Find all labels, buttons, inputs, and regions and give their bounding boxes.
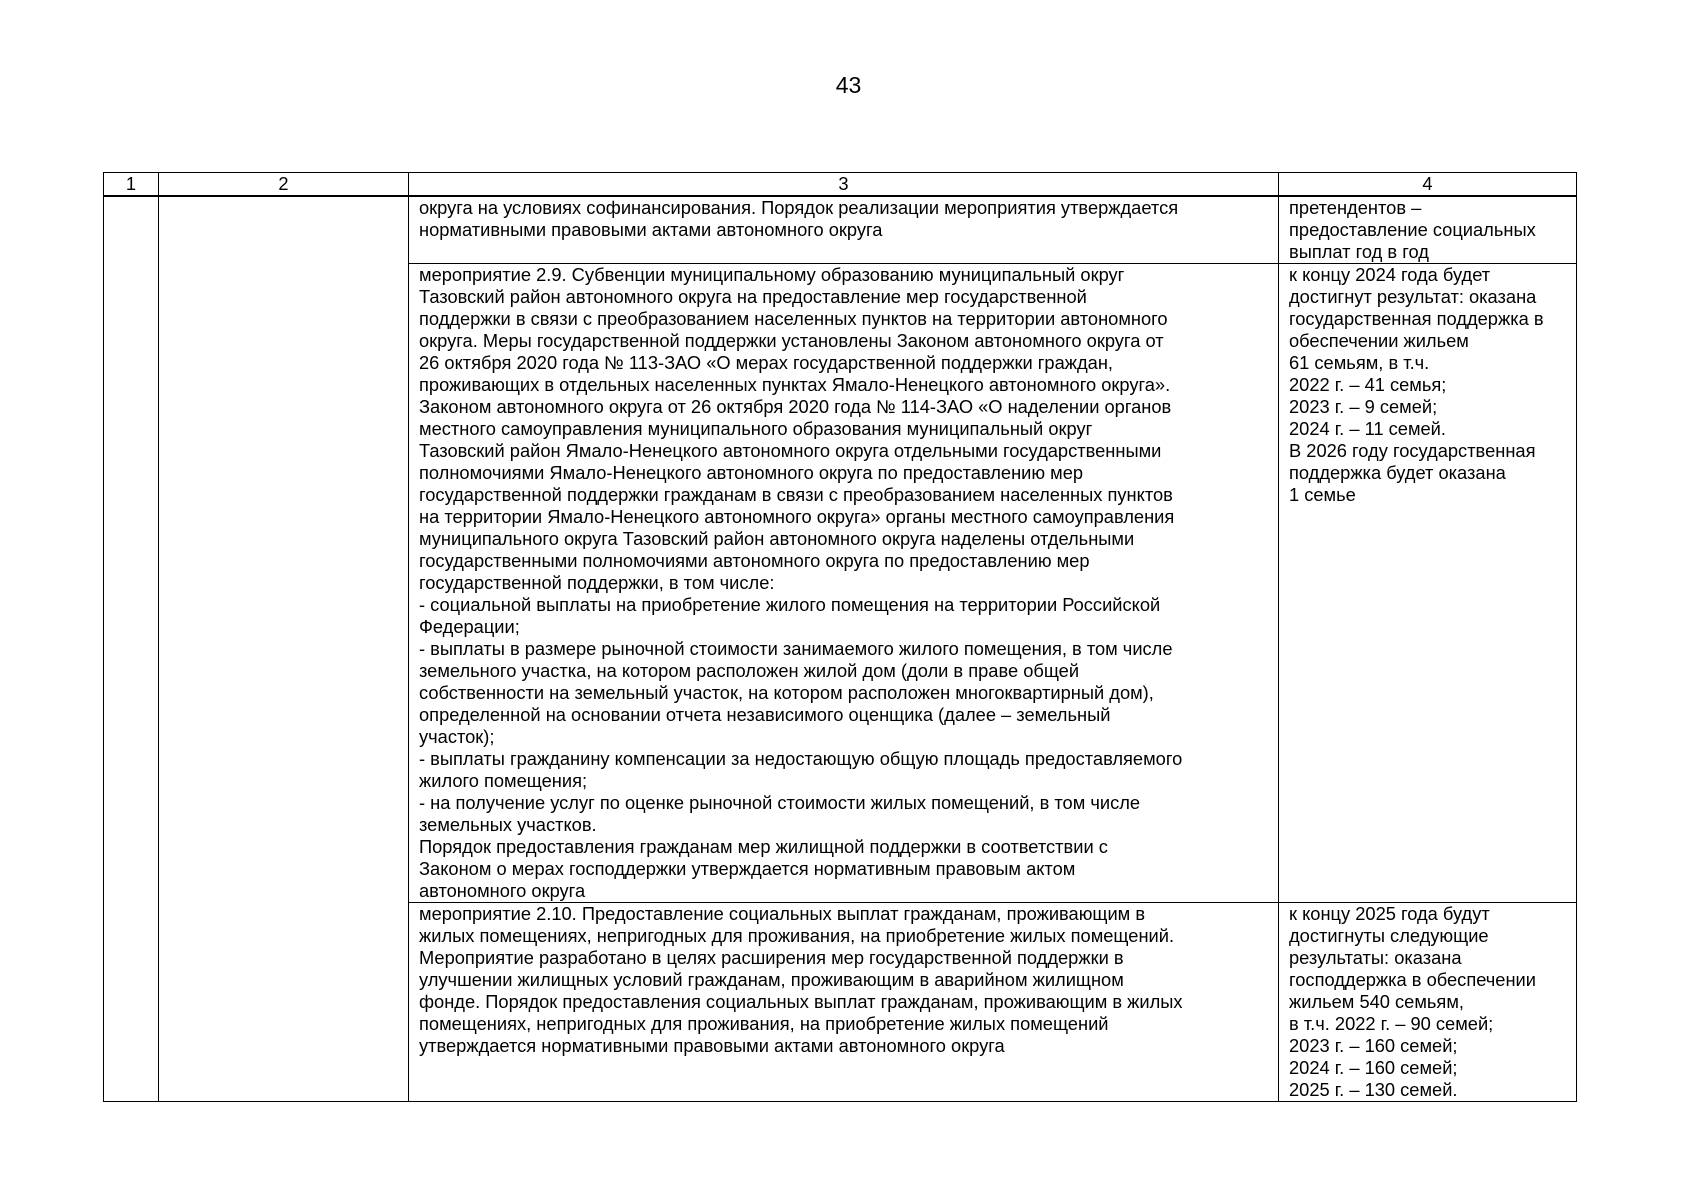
column-2-cell: [159, 196, 409, 1102]
document-table: [103, 172, 1577, 1102]
measure-result-cell: претендентов – предоставление социальных выплат год в год: [1279, 196, 1577, 264]
column-header-2: 2: [159, 173, 409, 197]
column-1-cell: [104, 196, 159, 1102]
measure-result-cell: к концу 2025 года будут достигнуты следующие результаты: оказана господдержка в обеспечении жильем 540 семьям, в т.ч. 2022 г. – 90 семей; 2023 г. – 160 семей; 2024 г. – 160 семей; 2025 г. – 130 семей.: [1279, 903, 1577, 1102]
table-row: [104, 196, 1577, 264]
table-header-row: [104, 173, 1577, 197]
column-header-1: 1: [104, 173, 159, 197]
measure-description-cell: мероприятие 2.9. Субвенции муниципальному образованию муниципальный округ Тазовский район автономного округа на предоставление мер государственной поддержки в связи с преобразованием населенных пунктов на территории автономного округа. Меры государственной поддержки установлены Законом автономного округа от 26 октября 2020 года № 113-ЗАО «О мерах государственной поддержки граждан, проживающих в отдельных населенных пунктах Ямало-Ненецкого автономного округа». Законом автономного округа от 26 октября 2020 года № 114-ЗАО «О наделении органов местного самоуправления муниципального образования муниципальный округ Тазовский район Ямало-Ненецкого автономного округа отдельными государственными полномочиями Ямало-Ненецкого автономного округа по предоставлению мер государственной поддержки гражданам в связи с преобразованием населенных пунктов на территории Ямало-Ненецкого автономного округа» органы местного самоуправления муниципального округа Тазовский район автономного округа наделены отдельными государственными полномочиями автономного округа по предоставлению мер государственной поддержки, в том числе: - социальной выплаты на приобретение жилого помещения на территории Российской Федерации; - выплаты в размере рыночной стоимости занимаемого жилого помещения, в том числе земельного участка, на котором расположен жилой дом (доли в праве общей собственности на земельный участок, на котором расположен многоквартирный дом), определенной на основании отчета независимого оценщика (далее – земельный участок); - выплаты гражданину компенсации за недостающую общую площадь предоставляемого жилого помещения; - на получение услуг по оценке рыночной стоимости жилых помещений, в том числе земельных участков. Порядок предоставления гражданам мер жилищной поддержки в соответствии с Законом о мерах господдержки утверждается нормативным правовым актом автономного округа: [409, 264, 1279, 903]
page-number: 43: [835, 72, 862, 98]
column-header-3: 3: [409, 173, 1279, 197]
measure-result-cell: к концу 2024 года будет достигнут результат: оказана государственная поддержка в обеспечении жильем 61 семьям, в т.ч. 2022 г. – 41 семья; 2023 г. – 9 семей; 2024 г. – 11 семей. В 2026 году государственная поддержка будет оказана 1 семье: [1279, 264, 1577, 903]
column-header-4: 4: [1279, 173, 1577, 197]
measure-description-cell: округа на условиях софинансирования. Порядок реализации мероприятия утверждается нормативными правовыми актами автономного округа: [409, 196, 1279, 264]
measure-description-cell: мероприятие 2.10. Предоставление социальных выплат гражданам, проживающим в жилых помещениях, непригодных для проживания, на приобретение жилых помещений. Мероприятие разработано в целях расширения мер государственной поддержки в улучшении жилищных условий гражданам, проживающим в аварийном жилищном фонде. Порядок предоставления социальных выплат гражданам, проживающим в жилых помещениях, непригодных для проживания, на приобретение жилых помещений утверждается нормативными правовыми актами автономного округа: [409, 903, 1279, 1102]
